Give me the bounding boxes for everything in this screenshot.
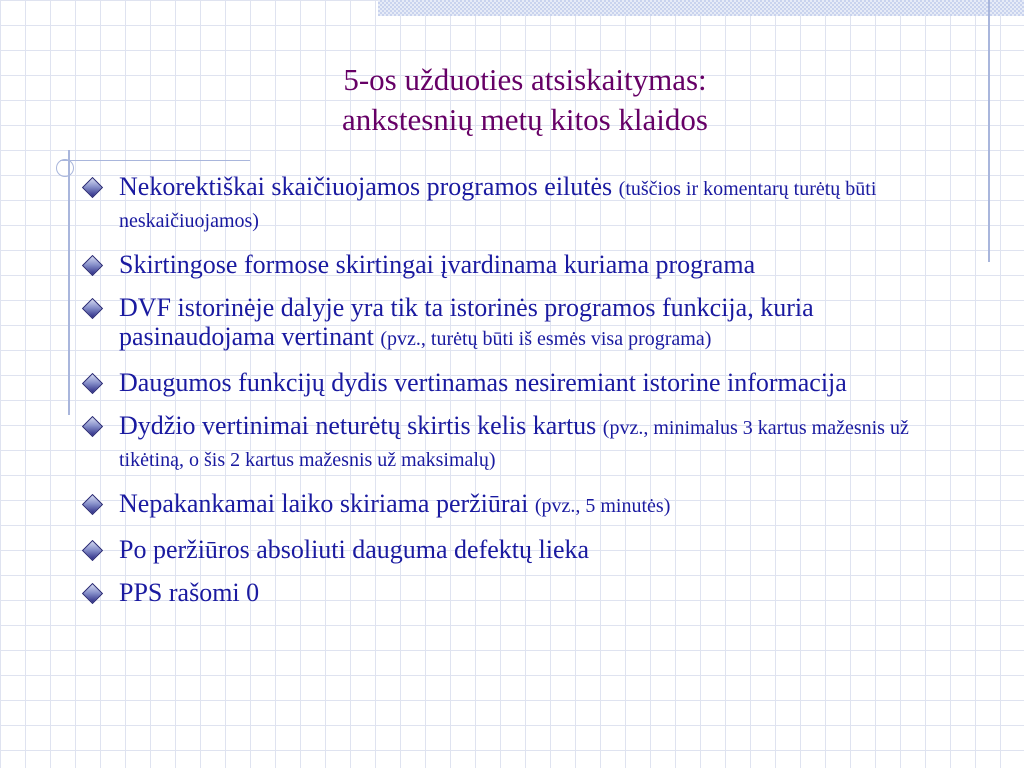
bullet-text: Nekorektiškai skaičiuojamos programos eilutės — [119, 172, 613, 201]
decorative-horizontal-line — [60, 160, 250, 161]
diamond-bullet-icon — [82, 298, 103, 319]
bullet-note: (pvz., turėtų būti iš esmės visa programa) — [380, 328, 712, 350]
list-item — [82, 250, 962, 279]
slide-title-line-1: 5-os užduoties atsiskaitymas: — [343, 62, 707, 97]
diamond-bullet-icon — [82, 494, 103, 515]
diamond-bullet-icon — [82, 540, 103, 561]
bullet-text: Daugumos funkcijų dydis vertinamas nesiremiant istorine informacija — [119, 368, 847, 397]
diamond-bullet-icon — [82, 416, 103, 437]
bullet-note: (tuščios ir komentarų turėtų būti neskaičiuojamos) — [119, 178, 877, 232]
decorative-vertical-line-right — [988, 0, 990, 262]
diamond-bullet-icon — [82, 255, 103, 276]
list-item — [82, 368, 962, 397]
bullet-text: DVF istorinėje dalyje yra tik ta istorinės programos funkcija, kuria pasinaudojama vertinant — [119, 293, 814, 351]
diamond-bullet-icon — [82, 583, 103, 604]
list-item — [82, 411, 962, 475]
decorative-circle-icon — [56, 159, 74, 177]
slide-title-line-2: ankstesnių metų kitos klaidos — [342, 102, 708, 137]
slide-title — [200, 60, 850, 140]
bullet-note: (pvz., 5 minutės) — [534, 495, 671, 517]
decorative-vertical-line-left — [68, 150, 70, 415]
diamond-bullet-icon — [82, 177, 103, 198]
bullet-text: Po peržiūros absoliuti dauguma defektų lieka — [119, 535, 590, 564]
bullet-text: Skirtingose formose skirtingai įvardinama kuriama programa — [119, 250, 756, 279]
bullet-text: Nepakankamai laiko skiriama peržiūrai — [119, 489, 529, 518]
list-item — [82, 535, 962, 564]
diamond-bullet-icon — [82, 373, 103, 394]
corner-pattern-bar — [378, 0, 1024, 16]
bullet-list — [82, 172, 962, 621]
list-item — [82, 578, 962, 607]
bullet-text: Dydžio vertinimai neturėtų skirtis kelis kartus — [119, 411, 597, 440]
bullet-text: PPS rašomi 0 — [119, 578, 260, 607]
list-item — [82, 172, 962, 236]
bullet-note: (pvz., minimalus 3 kartus mažesnis už tikėtiną, o šis 2 kartus mažesnis už maksimalų) — [119, 417, 909, 471]
list-item — [82, 293, 962, 354]
list-item — [82, 489, 962, 521]
